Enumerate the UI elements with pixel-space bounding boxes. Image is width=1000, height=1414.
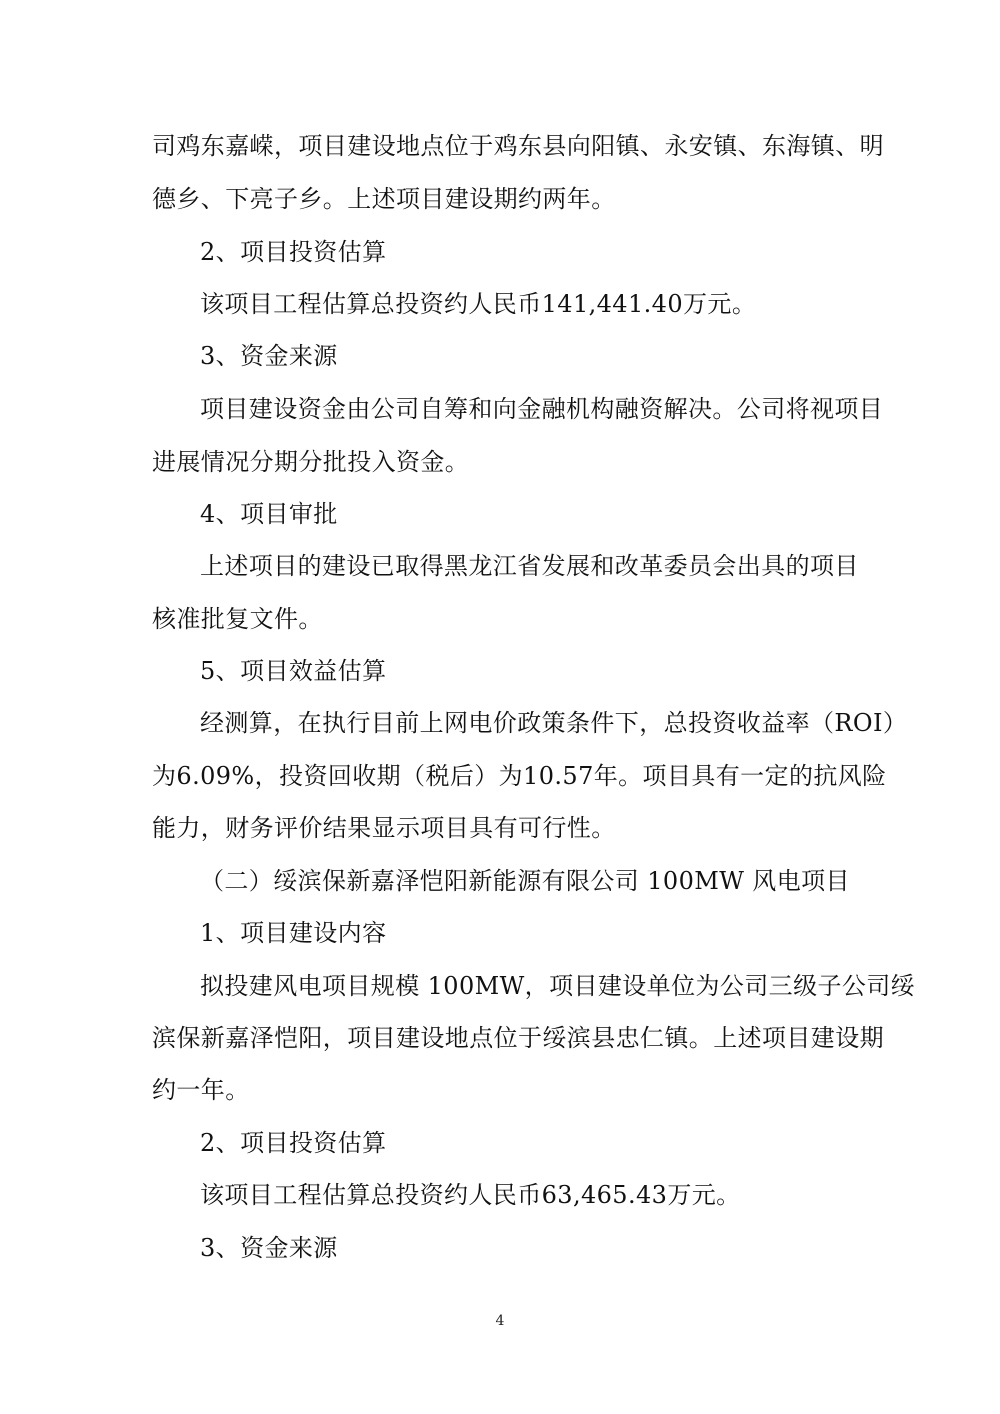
section-heading: 5、项目效益估算 — [200, 657, 387, 685]
paragraph-line: 项目建设资金由公司自筹和向金融机构融资解决。公司将视项目 — [200, 395, 884, 423]
section-heading: 2、项目投资估算 — [200, 238, 387, 266]
paragraph-line: 德乡、下亮子乡。上述项目建设期约两年。 — [152, 185, 616, 213]
section-heading: 3、资金来源 — [200, 1234, 338, 1262]
paragraph-line: 上述项目的建设已取得黑龙江省发展和改革委员会出具的项目 — [200, 552, 859, 580]
page-number: 4 — [495, 1313, 505, 1329]
paragraph-line: 约一年。 — [152, 1076, 250, 1104]
paragraph-line: 为6.09%，投资回收期（税后）为10.57年。项目具有一定的抗风险 — [152, 762, 887, 790]
paragraph-line: 拟投建风电项目规模 100MW，项目建设单位为公司三级子公司绥 — [200, 972, 916, 1000]
paragraph-line: 该项目工程估算总投资约人民币141,441.40万元。 — [200, 290, 757, 318]
paragraph-line: 核准批复文件。 — [152, 605, 323, 633]
subsection-heading: （二）绥滨保新嘉泽恺阳新能源有限公司 100MW 风电项目 — [200, 867, 850, 895]
paragraph-line: 进展情况分期分批投入资金。 — [152, 448, 470, 476]
section-heading: 2、项目投资估算 — [200, 1129, 387, 1157]
paragraph-line: 能力，财务评价结果显示项目具有可行性。 — [152, 814, 616, 842]
paragraph-line: 经测算，在执行目前上网电价政策条件下，总投资收益率（ROI） — [200, 709, 908, 737]
section-heading: 3、资金来源 — [200, 342, 338, 370]
paragraph-line: 滨保新嘉泽恺阳，项目建设地点位于绥滨县忠仁镇。上述项目建设期 — [152, 1024, 884, 1052]
paragraph-line: 司鸡东嘉嵘，项目建设地点位于鸡东县向阳镇、永安镇、东海镇、明 — [152, 132, 884, 160]
paragraph-line: 该项目工程估算总投资约人民币63,465.43万元。 — [200, 1181, 741, 1209]
section-heading: 4、项目审批 — [200, 500, 338, 528]
section-heading: 1、项目建设内容 — [200, 919, 387, 947]
